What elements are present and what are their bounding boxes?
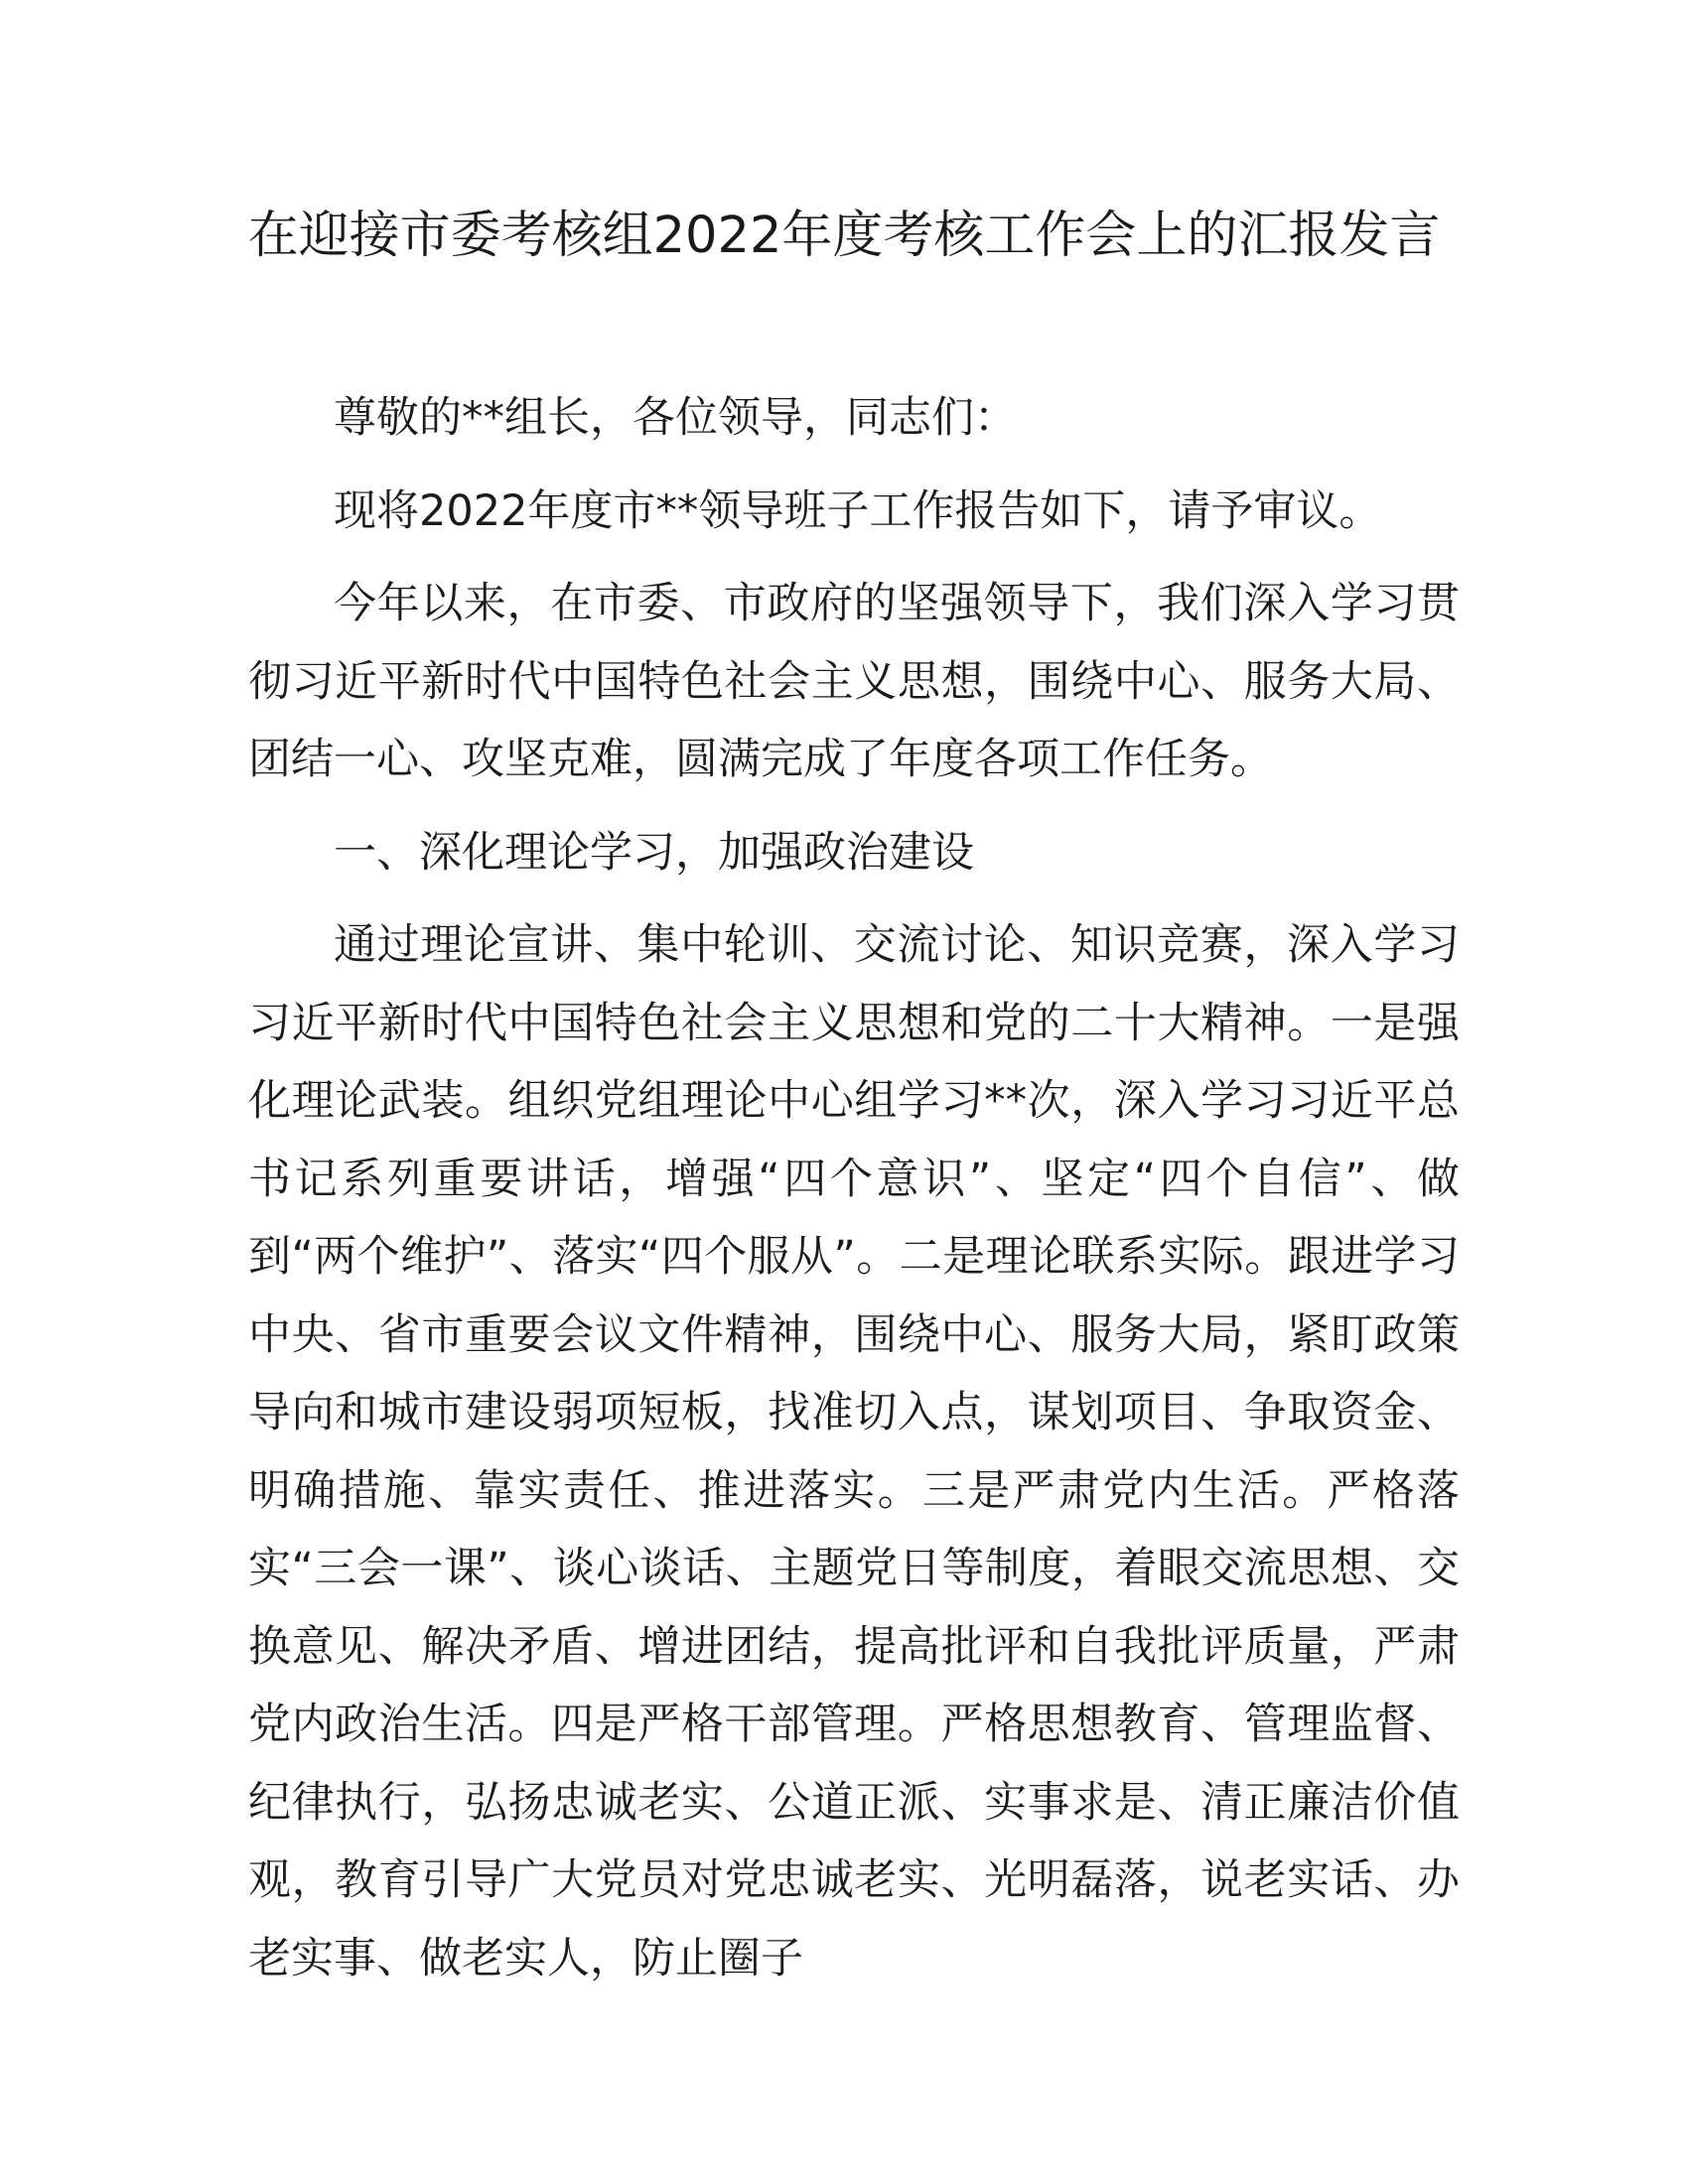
- salutation-paragraph: 尊敬的**组长，各位领导，同志们：: [334, 393, 1017, 443]
- document-body: [248, 379, 1460, 1997]
- report-intro-paragraph: 现将2022年度市**领导班子工作报告如下，请予审议。: [334, 485, 1382, 536]
- document-title: 在迎接市委考核组2022年度考核工作会上的汇报发言: [247, 206, 1441, 265]
- section-heading-1: 一、深化理论学习，加强政治建设: [334, 827, 974, 878]
- summary-paragraph: 今年以来，在市委、市政府的坚强领导下，我们深入学习贯彻习近平新时代中国特色社会主义思想，围绕中心、服务大局、团结一心、攻坚克难，圆满完成了年度各项工作任务。: [248, 579, 1460, 784]
- section-1-body-paragraph: 通过理论宣讲、集中轮训、交流讨论、知识竞赛，深入学习习近平新时代中国特色社会主义思想和党的二十大精神。一是强化理论武装。组织党组理论中心组学习**次，深入学习习近平总书记系列重要讲话，增强“四个意识”、坚定“四个自信”、做到“两个维护”、落实“四个服从”。二是理论联系实际。跟进学习中央、省市重要会议文件精神，围绕中心、服务大局，紧盯政策导向和城市建设弱项短板，找准切入点，谋划项目、争取资金、明确措施、靠实责任、推进落实。三是严肃党内生活。严格落实“三会一课”、谈心谈话、主题党日等制度，着眼交流思想、交换意见、解决矛盾、增进团结，提高批评和自我批评质量，严肃党内政治生活。四是严格干部管理。严格思想教育、管理监督、纪律执行，弘扬忠诚老实、公道正派、实事求是、清正廉洁价值观，教育引导广大党员对党忠诚老实、光明磊落，说老实话、办老实事、做老实人，防止圈子: [248, 920, 1460, 1983]
